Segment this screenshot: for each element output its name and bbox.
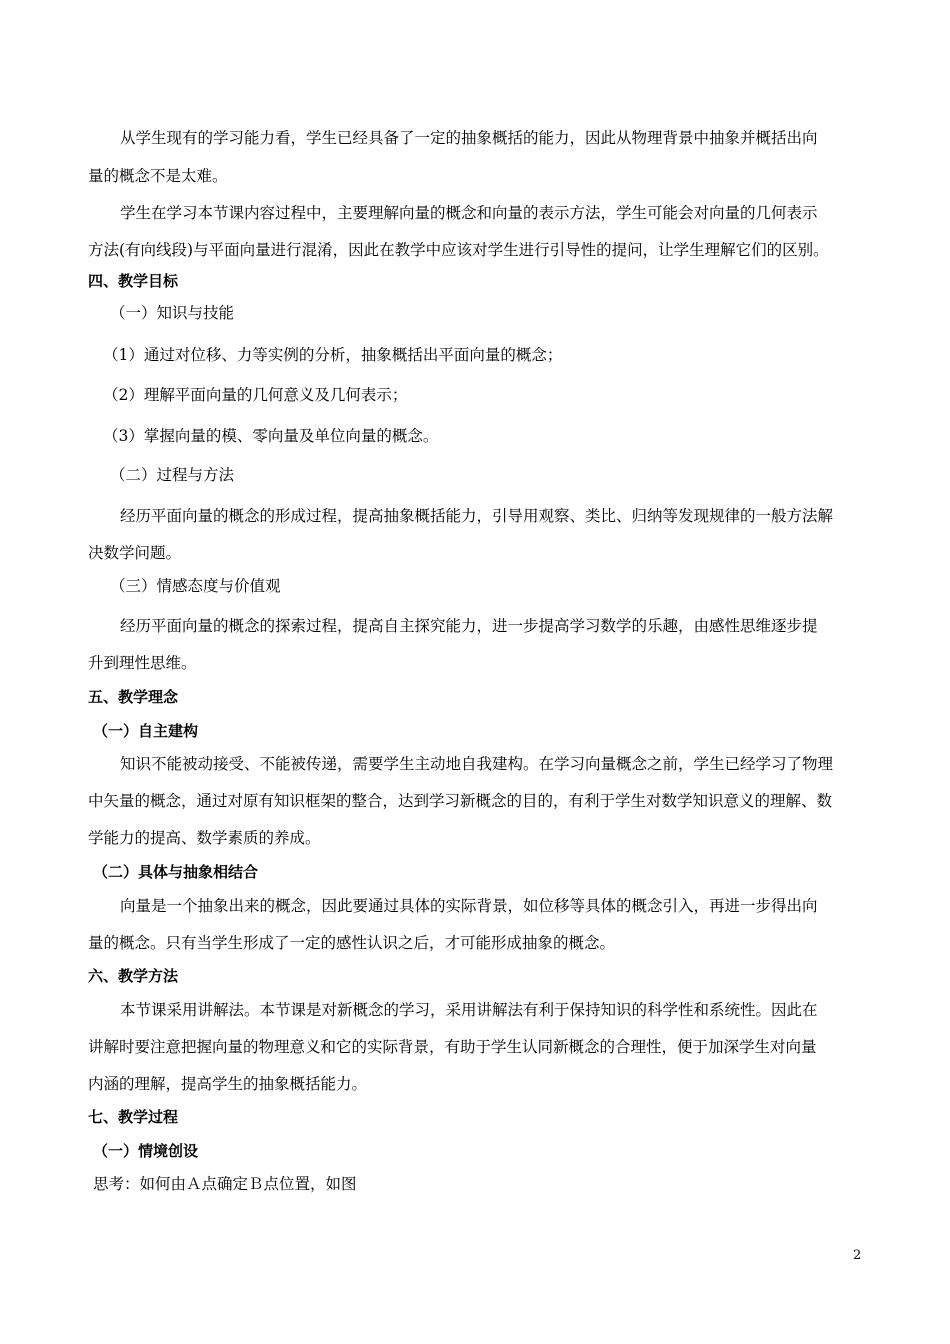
subsection-heading: （一）自主建构 xyxy=(93,722,199,740)
paragraph-line: 学能力的提高、数学素质的养成。 xyxy=(88,829,321,847)
section-heading: 五、教学理念 xyxy=(88,688,179,706)
list-item: （2）理解平面向量的几何意义及几何表示； xyxy=(103,386,408,404)
paragraph-line: 学生在学习本节课内容过程中，主要理解向量的概念和向量的表示方法，学生可能会对向量的几何表示 xyxy=(120,204,818,222)
subsection-heading: （二）过程与方法 xyxy=(110,466,235,484)
paragraph-line: 经历平面向量的概念的形成过程，提高抽象概括能力，引导用观察、类比、归纳等发现规律的一般方法解 xyxy=(120,507,834,525)
paragraph-line: 中矢量的概念，通过对原有知识框架的整合，达到学习新概念的目的，有利于学生对数学知识意义的理解、数 xyxy=(88,792,833,810)
section-heading: 七、教学过程 xyxy=(88,1108,179,1126)
subsection-heading: （一）情境创设 xyxy=(93,1142,199,1160)
paragraph-line: 量的概念。只有当学生形成了一定的感性认识之后，才可能形成抽象的概念。 xyxy=(88,934,616,952)
paragraph-line: 量的概念不是太难。 xyxy=(88,167,228,185)
subsection-heading: （三）情感态度与价值观 xyxy=(110,577,281,595)
question-text: 思考：如何由Ａ点确定Ｂ点位置，如图 xyxy=(93,1175,357,1193)
list-item: （1）通过对位移、力等实例的分析，抽象概括出平面向量的概念； xyxy=(103,346,563,364)
section-heading: 六、教学方法 xyxy=(88,967,179,985)
subsection-heading: （一）知识与技能 xyxy=(110,304,235,322)
section-heading: 四、教学目标 xyxy=(88,272,179,290)
list-item: （3）掌握向量的模、零向量及单位向量的概念。 xyxy=(103,427,439,445)
paragraph-line: 向量是一个抽象出来的概念，因此要通过具体的实际背景，如位移等具体的概念引入，再进一步得出向 xyxy=(120,897,818,915)
paragraph-line: 决数学问题。 xyxy=(88,544,182,562)
subsection-heading: （二）具体与抽象相结合 xyxy=(93,863,259,881)
paragraph-line: 内涵的理解，提高学生的抽象概括能力。 xyxy=(88,1075,368,1093)
paragraph-line: 本节课采用讲解法。本节课是对新概念的学习，采用讲解法有利于保持知识的科学性和系统性。因此在 xyxy=(120,1001,818,1019)
page-number: 2 xyxy=(853,1248,862,1263)
paragraph-line: 从学生现有的学习能力看，学生已经具备了一定的抽象概括的能力，因此从物理背景中抽象并概括出向 xyxy=(120,129,818,147)
paragraph-line: 经历平面向量的概念的探索过程，提高自主探究能力，进一步提高学习数学的乐趣，由感性思维逐步提 xyxy=(120,617,818,635)
paragraph-line: 知识不能被动接受、不能被传递，需要学生主动地自我建构。在学习向量概念之前，学生已经学习了物理 xyxy=(120,755,834,773)
paragraph-line: 方法(有向线段)与平面向量进行混淆，因此在教学中应该对学生进行引导性的提问，让学生理解它们的区别。 xyxy=(88,241,829,259)
paragraph-line: 讲解时要注意把握向量的物理意义和它的实际背景，有助于学生认同新概念的合理性，便于加深学生对向量 xyxy=(88,1038,817,1056)
paragraph-line: 升到理性思维。 xyxy=(88,654,197,672)
